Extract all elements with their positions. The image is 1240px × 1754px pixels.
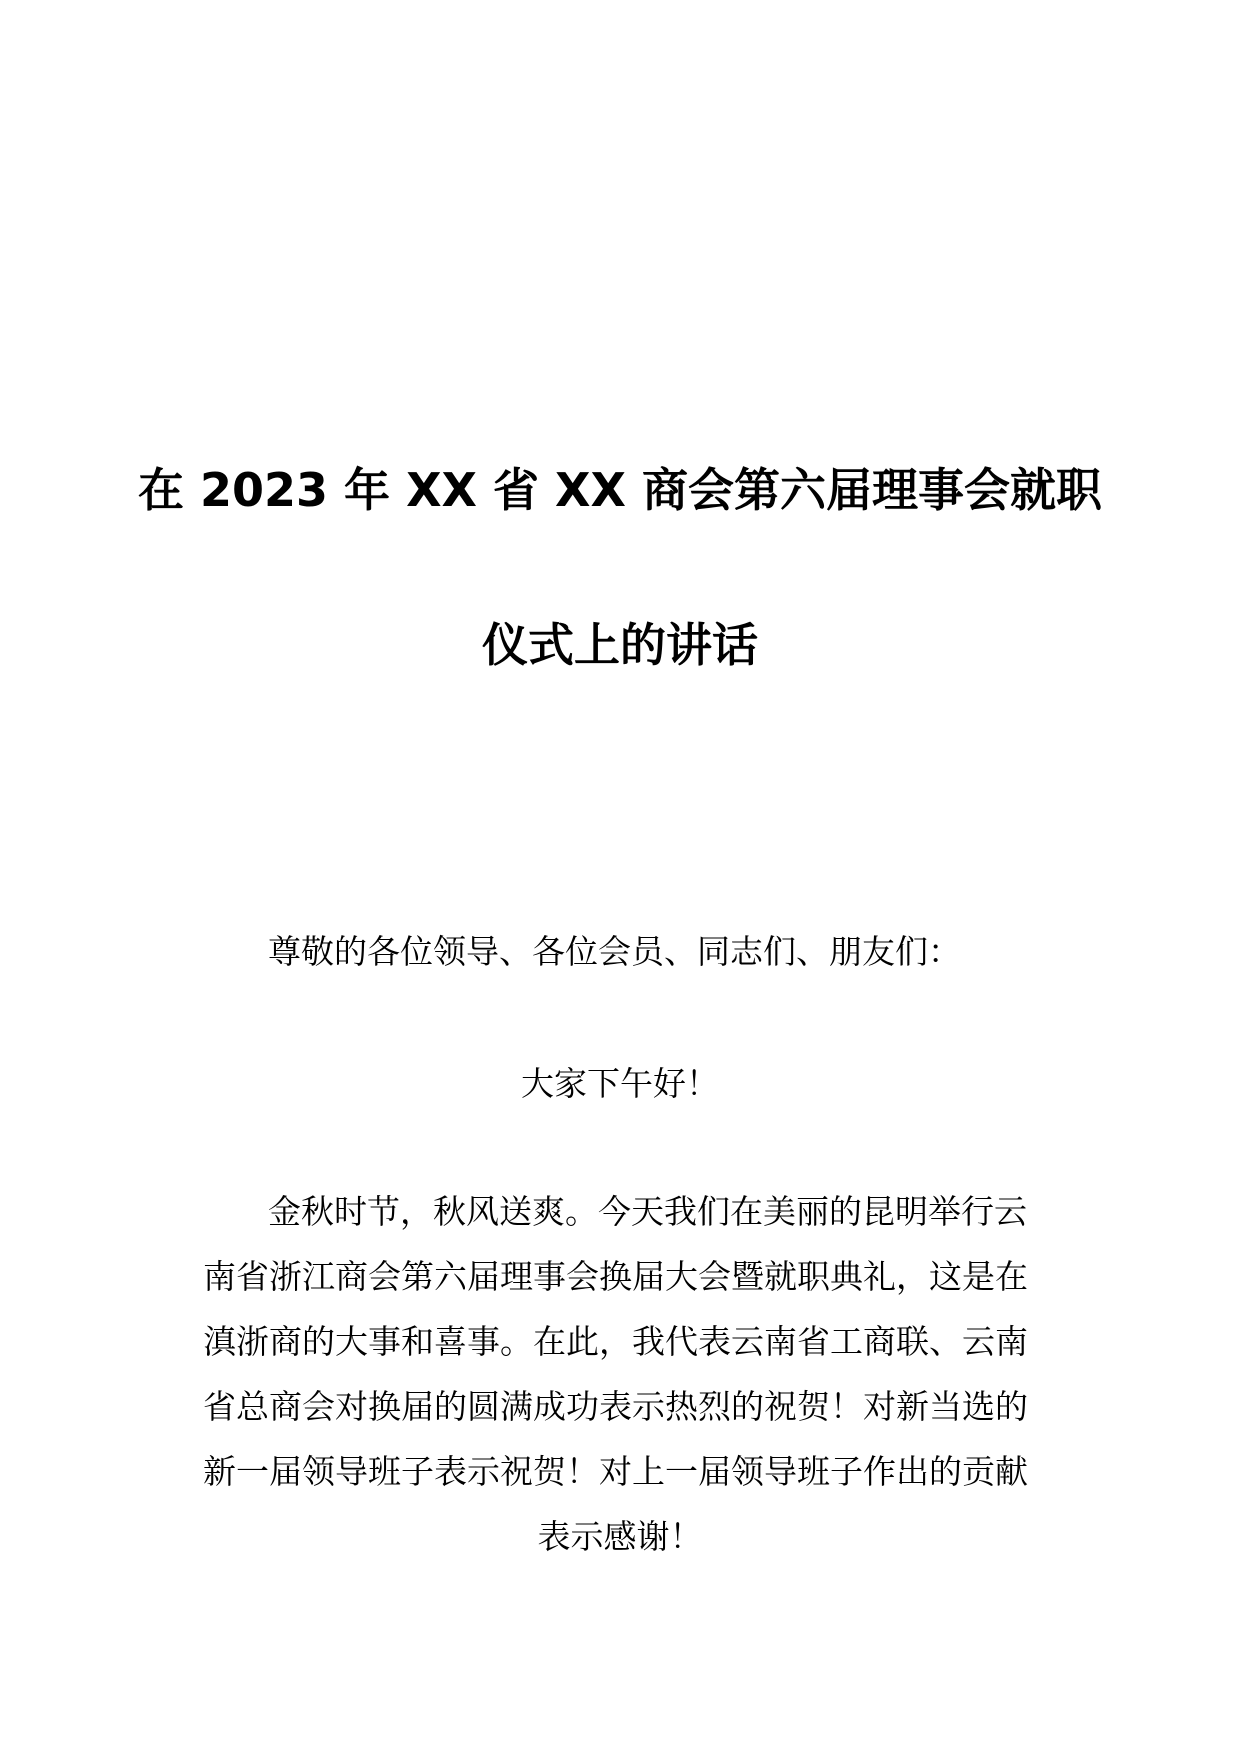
- document-title-line-1: 在 2023 年 XX 省 XX 商会第六届理事会就职: [138, 463, 1102, 517]
- document-title-line-2: 仪式上的讲话: [482, 618, 758, 672]
- paragraph-line: 表示感谢！: [537, 1517, 703, 1556]
- paragraph-line: 新一届领导班子表示祝贺！对上一届领导班子作出的贡献: [203, 1452, 1028, 1491]
- paragraph-line: 省总商会对换届的圆满成功表示热烈的祝贺！对新当选的: [203, 1387, 1028, 1426]
- paragraph-line: 南省浙江商会第六届理事会换届大会暨就职典礼，这是在: [203, 1257, 1028, 1296]
- paragraph-line: 金秋时节，秋风送爽。今天我们在美丽的昆明举行云: [268, 1192, 1027, 1231]
- greeting: 大家下午好！: [521, 1064, 719, 1103]
- paragraph-line: 滇浙商的大事和喜事。在此，我代表云南省工商联、云南: [203, 1322, 1028, 1361]
- salutation: 尊敬的各位领导、各位会员、同志们、朋友们：: [268, 932, 961, 971]
